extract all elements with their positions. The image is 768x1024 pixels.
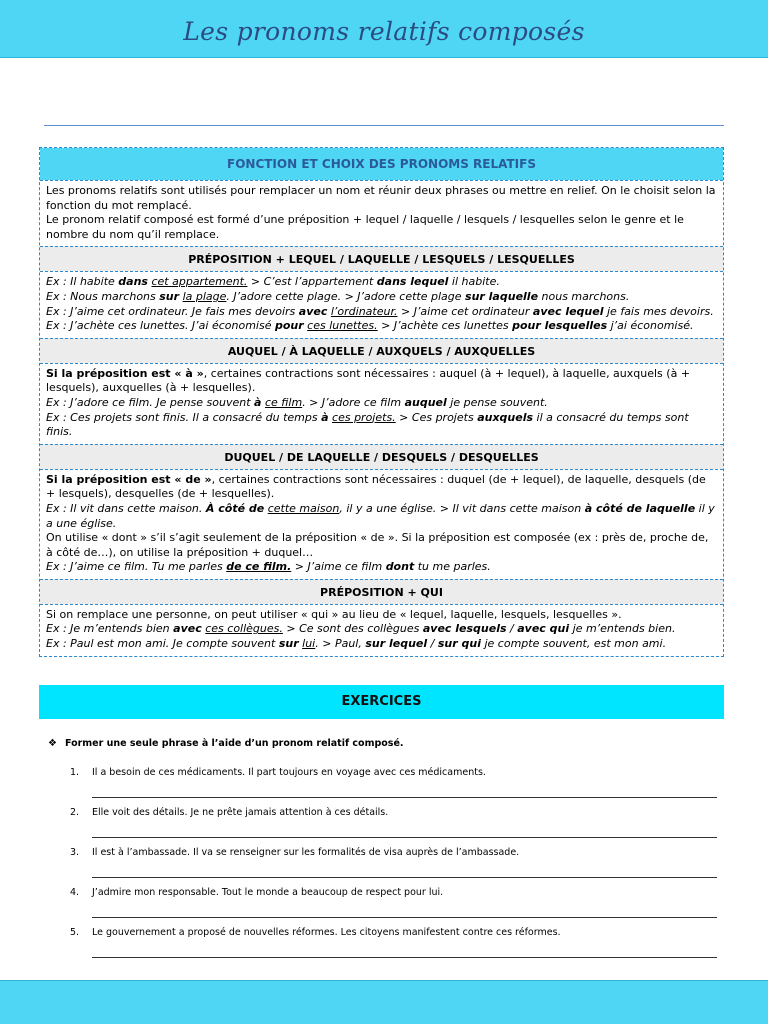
example-line: Ex : Ces projets sont finis. Il a consacré du temps à ces projets. > Ces projets auxquels il a consacré du temps sont finis.	[46, 410, 689, 439]
exercise-instruction	[48, 738, 404, 749]
section-title-qui: PRÉPOSITION + QUI	[40, 579, 723, 604]
section-body-auquel	[40, 363, 723, 444]
section-title-lequel: PRÉPOSITION + LEQUEL / LAQUELLE / LESQUELS / LESQUELLES	[40, 246, 723, 271]
divider-line	[44, 125, 724, 126]
example-line: Ex : Paul est mon ami. Je compte souvent sur lui. > Paul, sur lequel / sur qui je compte souvent, est mon ami.	[46, 637, 667, 651]
answer-line[interactable]	[92, 797, 717, 798]
page-title: Les pronoms relatifs composés	[183, 17, 585, 46]
example-line: Ex : Il vit dans cette maison. À côté de cette maison, il y a une église. > Il vit dans cette maison à côté de laquelle il y a une église.	[46, 501, 715, 530]
exercise-item	[70, 847, 720, 887]
section-body-lequel	[40, 271, 723, 337]
instruction-text: Former une seule phrase à l’aide d’un pronom relatif composé.	[64, 738, 404, 749]
exercise-text: Le gouvernement a proposé de nouvelles réformes. Les citoyens manifestent contre ces réformes.	[92, 927, 561, 938]
example-line: Ex : J’aime cet ordinateur. Je fais mes devoirs avec l’ordinateur. > J’aime cet ordinateur avec lequel je fais mes devoirs.	[46, 304, 714, 318]
exercise-text: Il a besoin de ces médicaments. Il part toujours en voyage avec ces médicaments.	[92, 767, 486, 778]
exercise-item	[70, 767, 720, 807]
exercise-text: J’admire mon responsable. Tout le monde a beaucoup de respect pour lui.	[92, 887, 444, 898]
answer-line[interactable]	[92, 917, 717, 918]
rule-text: Si on remplace une personne, on peut utiliser « qui » au lieu de « lequel, laquelle, lesquels, lesquelles ».	[46, 607, 622, 621]
example-line: Ex : Nous marchons sur la plage. J’adore cette plage. > J’adore cette plage sur laquelle nous marchons.	[46, 289, 630, 303]
exercises-title: EXERCICES	[39, 685, 724, 719]
exercise-number: 3.	[70, 847, 80, 858]
diamond-bullet-icon: ❖	[48, 738, 57, 749]
intro-paragraph-1: Les pronoms relatifs sont utilisés pour remplacer un nom et réunir deux phrases ou mettre en relief. On le choisit selon la fonction du mot remplacé.	[46, 184, 716, 212]
example-line: Ex : Je m’entends bien avec ces collègues. > Ce sont des collègues avec lesquels / avec qui je m’entends bien.	[46, 622, 676, 636]
header-band	[0, 0, 768, 58]
exercise-text: Il est à l’ambassade. Il va se renseigner sur les formalités de visa auprès de l’ambassade.	[92, 847, 520, 858]
exercise-number: 4.	[70, 887, 80, 898]
exercise-text: Elle voit des détails. Je ne prête jamais attention à ces détails.	[92, 807, 389, 818]
example-line: Ex : Il habite dans cet appartement. > C’est l’appartement dans lequel il habite.	[46, 275, 500, 289]
grammar-box	[39, 147, 724, 657]
section-title-auquel: AUQUEL / À LAQUELLE / AUXQUELS / AUXQUELLES	[40, 338, 723, 363]
exercise-list	[70, 767, 720, 967]
answer-line[interactable]	[92, 957, 717, 958]
example-line: Ex : J’aime ce film. Tu me parles de ce film. > J’aime ce film dont tu me parles.	[46, 560, 491, 574]
rule-text: Si la préposition est « à », certaines contractions sont nécessaires : auquel (à + lequel), à laquelle, auxquels (à + lesquels), auxquelles (à + lesquelles).	[46, 366, 691, 395]
exercise-item	[70, 927, 720, 967]
exercise-number: 2.	[70, 807, 80, 818]
intro-text	[40, 180, 723, 246]
exercise-item	[70, 807, 720, 847]
grammar-title: FONCTION ET CHOIX DES PRONOMS RELATIFS	[40, 148, 723, 180]
example-line: Ex : J’achète ces lunettes. J’ai économisé pour ces lunettes. > J’achète ces lunettes pour lesquelles j’ai économisé.	[46, 319, 694, 333]
section-body-qui	[40, 604, 723, 656]
answer-line[interactable]	[92, 837, 717, 838]
section-body-duquel	[40, 469, 723, 579]
exercise-item	[70, 887, 720, 927]
rule-text: Si la préposition est « de », certaines contractions sont nécessaires : duquel (de + lequel), de laquelle, desquels (de + lesquels), desquelles (de + lesquelles).	[46, 472, 706, 501]
answer-line[interactable]	[92, 877, 717, 878]
exercise-number: 5.	[70, 927, 80, 938]
intro-paragraph-2: Le pronom relatif composé est formé d’une préposition + lequel / laquelle / lesquels / lesquelles selon le genre et le nombre du nom qu’il remplace.	[46, 213, 684, 241]
example-line: Ex : J’adore ce film. Je pense souvent à ce film. > J’adore ce film auquel je pense souvent.	[46, 395, 548, 409]
footer-band	[0, 980, 768, 1024]
section-title-duquel: DUQUEL / DE LAQUELLE / DESQUELS / DESQUELLES	[40, 444, 723, 469]
exercise-number: 1.	[70, 767, 80, 778]
dont-note: On utilise « dont » s’il s’agit seulement de la préposition « de ». Si la préposition est composée (ex : près de, proche de, à côté de…), on utilise la préposition + duquel…	[46, 531, 709, 559]
